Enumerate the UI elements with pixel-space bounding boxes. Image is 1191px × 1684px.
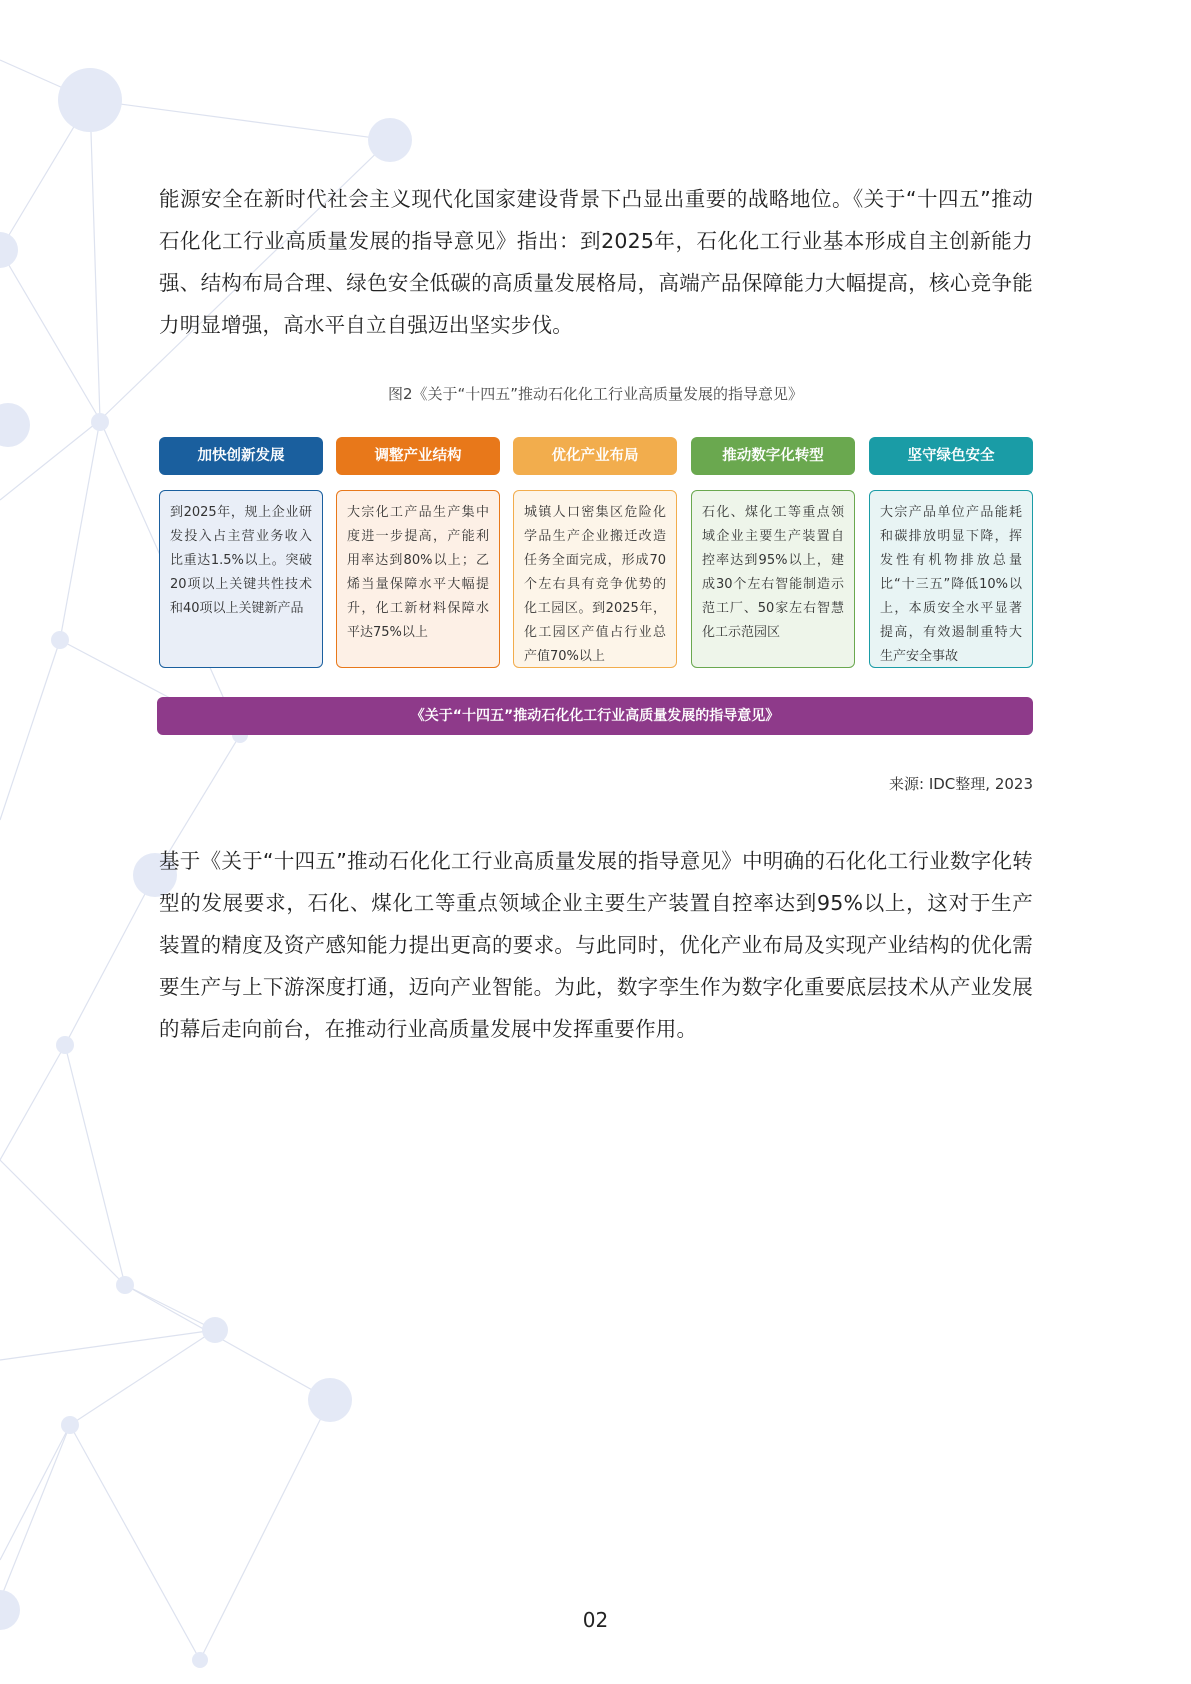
pillar-text: 大宗化工产品生产集中度进一步提高，产能利用率达到80%以上；乙烯当量保障水平大幅提升，化工新材料保障水平达75%以上 <box>336 490 500 668</box>
figure-banner: 《关于“十四五”推动石化化工行业高质量发展的指导意见》 <box>157 697 1033 735</box>
pillar-structure <box>336 437 500 668</box>
pillar-digital <box>691 437 855 668</box>
figure-source: 来源: IDC整理, 2023 <box>889 775 1033 793</box>
intro-paragraph: 能源安全在新时代社会主义现代化国家建设背景下凸显出重要的战略地位。《关于“十四五”推动石化化工行业高质量发展的指导意见》指出：到2025年，石化化工行业基本形成自主创新能力强、结构布局合理、绿色安全低碳的高质量发展格局，高端产品保障能力大幅提高，核心竞争能力明显增强，高水平自立自强迈出坚实步伐。 <box>159 187 1033 337</box>
pillar-title: 优化产业布局 <box>513 437 677 475</box>
pillar-innovation <box>159 437 323 668</box>
pillar-text: 到2025年，规上企业研发投入占主营业务收入比重达1.5%以上。突破20项以上关键共性技术和40项以上关键新产品 <box>159 490 323 668</box>
pillar-text: 城镇人口密集区危险化学品生产企业搬迁改造任务全面完成，形成70个左右具有竞争优势的化工园区。到2025年，化工园区产值占行业总产值70%以上 <box>513 490 677 668</box>
pillar-layout <box>513 437 677 668</box>
pillar-text: 石化、煤化工等重点领域企业主要生产装置自控率达到95%以上，建成30个左右智能制造示范工厂、50家左右智慧化工示范园区 <box>691 490 855 668</box>
body-paragraph: 基于《关于“十四五”推动石化化工行业高质量发展的指导意见》中明确的石化化工行业数字化转型的发展要求，石化、煤化工等重点领域企业主要生产装置自控率达到95%以上，这对于生产装置的精度及资产感知能力提出更高的要求。与此同时，优化产业布局及实现产业结构的优化需要生产与上下游深度打通，迈向产业智能。为此，数字孪生作为数字化重要底层技术从产业发展的幕后走向前台，在推动行业高质量发展中发挥重要作用。 <box>159 849 1033 1041</box>
pillar-text: 大宗产品单位产品能耗和碳排放明显下降，挥发性有机物排放总量比“十三五”降低10%以上，本质安全水平显著提高，有效遏制重特大生产安全事故 <box>869 490 1033 668</box>
pillar-title: 坚守绿色安全 <box>869 437 1033 475</box>
pillar-title: 调整产业结构 <box>336 437 500 475</box>
pillar-green-safety <box>869 437 1033 668</box>
figure-caption: 图2《关于“十四五”推动石化化工行业高质量发展的指导意见》 <box>387 385 804 403</box>
pillar-title: 加快创新发展 <box>159 437 323 475</box>
figure-pillars <box>159 437 1033 677</box>
page-number: 02 <box>582 1608 609 1632</box>
pillar-title: 推动数字化转型 <box>691 437 855 475</box>
